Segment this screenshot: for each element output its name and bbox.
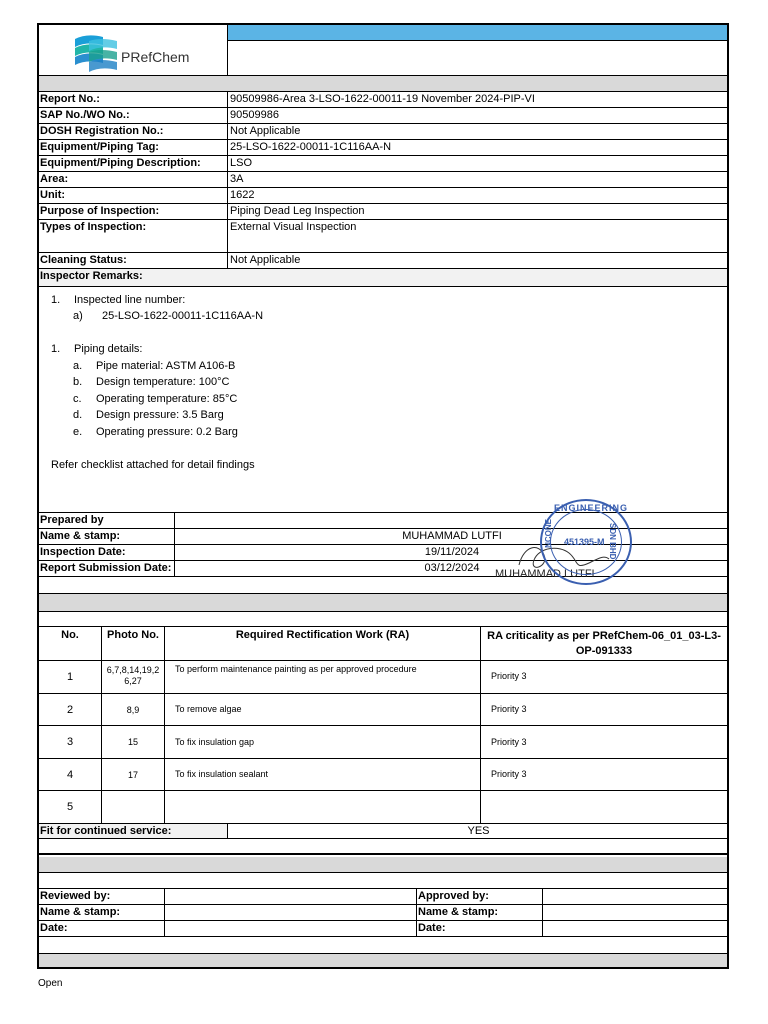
detail-letter: a.	[73, 360, 83, 372]
stamp-number: 451395-M	[564, 537, 605, 547]
approve-name-label: Name & stamp:	[417, 905, 543, 920]
blank-row	[39, 873, 727, 889]
col-criticality-line-2: OP-091333	[575, 645, 633, 657]
remark-refer: Refer checklist attached for detail findings	[51, 459, 255, 471]
header-row	[39, 25, 727, 76]
gray-separator	[39, 857, 727, 873]
row-work: To remove algae	[165, 694, 481, 725]
row-priority: Priority 3	[491, 769, 527, 779]
fit-value: YES	[467, 825, 490, 837]
review-name-value	[165, 905, 417, 920]
row-priority: Priority 3	[491, 671, 527, 681]
stamp-left-text: NCONE	[544, 519, 553, 548]
col-photo-no: Photo No.	[102, 627, 165, 660]
blank-row	[39, 612, 727, 627]
blank-row	[39, 839, 727, 855]
detail-text: Pipe material: ASTM A106-B	[96, 360, 236, 372]
row-work: To fix insulation sealant	[165, 759, 481, 790]
purpose-row	[39, 204, 727, 220]
row-photo	[102, 661, 165, 693]
blank-row	[39, 937, 727, 954]
remark-item-2: Piping details:	[74, 343, 143, 355]
remarks-label: Inspector Remarks:	[40, 270, 143, 282]
row-photo-line-1: 6,7,8,14,19,2	[106, 665, 160, 675]
tag-row	[39, 140, 727, 156]
row-no: 1	[39, 661, 102, 693]
reviewed-label: Reviewed by:	[39, 889, 165, 904]
prefchem-logo-icon	[73, 31, 121, 73]
sap-no-label: SAP No./WO No.:	[39, 108, 228, 123]
signature-name: MUHAMMAD LUTFI	[495, 568, 595, 580]
col-criticality-line-1: RA criticality as per PRefChem-06_01_03-L3-	[487, 630, 721, 642]
detail-letter: e.	[73, 426, 83, 438]
report-no-label: Report No.:	[39, 92, 228, 107]
report-no-row	[39, 92, 727, 108]
col-required-work: Required Rectification Work (RA)	[165, 627, 481, 660]
report-no-value: 90509986-Area 3-LSO-1622-00011-19 November 2024-PIP-VI	[230, 93, 535, 105]
row-photo: 17	[102, 759, 165, 790]
row-photo	[102, 791, 165, 823]
description-value: LSO	[230, 157, 253, 169]
types-label: Types of Inspection:	[39, 220, 228, 252]
logo-cell	[39, 25, 228, 75]
cleaning-value: Not Applicable	[230, 254, 301, 266]
dosh-row	[39, 124, 727, 140]
cleaning-label: Cleaning Status:	[39, 253, 228, 268]
detail-letter: c.	[73, 393, 82, 405]
prepared-name-label: Name & stamp:	[39, 529, 175, 544]
table-row	[39, 661, 727, 694]
review-date-value	[165, 921, 417, 936]
table-row	[39, 759, 727, 791]
purpose-label: Purpose of Inspection:	[39, 204, 228, 219]
description-row	[39, 156, 727, 172]
header-blue-bar	[228, 25, 727, 41]
stamp-top-text: ENGINEERING	[554, 503, 629, 513]
gray-separator	[39, 954, 727, 967]
remark-item-1a-letter: a)	[73, 310, 83, 322]
unit-label: Unit:	[39, 188, 228, 203]
submission-date-label: Report Submission Date:	[39, 561, 175, 576]
purpose-value: Piping Dead Leg Inspection	[230, 205, 365, 217]
detail-text: Operating pressure: 0.2 Barg	[96, 426, 238, 438]
unit-value: 1622	[230, 189, 255, 201]
stamp-side-text: SDN BHD	[608, 523, 617, 560]
remark-item-1: Inspected line number:	[74, 294, 186, 306]
detail-text: Design temperature: 100°C	[96, 376, 230, 388]
types-row	[39, 220, 727, 253]
approved-label: Approved by:	[417, 889, 543, 904]
dosh-label: DOSH Registration No.:	[39, 124, 228, 139]
area-value: 3A	[230, 173, 244, 185]
row-no: 5	[39, 791, 102, 823]
gray-separator	[39, 594, 727, 612]
fit-for-service-row	[39, 824, 727, 839]
gray-separator	[39, 76, 727, 92]
reviewed-value	[165, 889, 417, 904]
prepared-name-value: MUHAMMAD LUTFI	[402, 530, 502, 542]
row-no: 4	[39, 759, 102, 790]
remark-item-1a: 25-LSO-1622-00011-1C116AA-N	[102, 310, 264, 322]
area-row	[39, 172, 727, 188]
blank-row	[39, 577, 727, 594]
col-criticality	[481, 627, 727, 659]
area-label: Area:	[39, 172, 228, 187]
row-photo: 15	[102, 726, 165, 758]
logo-text: PRefChem	[121, 49, 190, 65]
submission-date-value: 03/12/2024	[424, 562, 480, 574]
remarks-header-row	[39, 269, 727, 287]
detail-letter: b.	[73, 376, 83, 388]
detail-text: Design pressure: 3.5 Barg	[96, 409, 224, 421]
cleaning-row	[39, 253, 727, 269]
row-photo: 8,9	[102, 694, 165, 725]
detail-letter: d.	[73, 409, 83, 421]
review-date-row	[39, 921, 727, 937]
reviewed-row	[39, 889, 727, 905]
unit-row	[39, 188, 727, 204]
review-date-label: Date:	[39, 921, 165, 936]
sap-no-row	[39, 108, 727, 124]
inspection-date-label: Inspection Date:	[39, 545, 175, 560]
company-stamp	[540, 499, 632, 585]
remark-number-1: 1.	[51, 294, 61, 306]
dosh-value: Not Applicable	[230, 125, 301, 137]
types-value: External Visual Inspection	[230, 221, 357, 233]
description-label: Equipment/Piping Description:	[39, 156, 228, 171]
table-row	[39, 726, 727, 759]
table-row	[39, 694, 727, 726]
row-priority: Priority 3	[491, 704, 527, 714]
row-work: To fix insulation gap	[165, 726, 481, 758]
remark-number-2: 1.	[51, 343, 61, 355]
ra-table-header	[39, 627, 727, 661]
table-row	[39, 791, 727, 824]
sap-no-value: 90509986	[230, 109, 279, 121]
row-work: To perform maintenance painting as per approved procedure	[165, 661, 481, 693]
fit-label: Fit for continued service:	[39, 824, 228, 838]
row-no: 3	[39, 726, 102, 758]
col-no: No.	[39, 627, 102, 660]
row-no: 2	[39, 694, 102, 725]
review-name-label: Name & stamp:	[39, 905, 165, 920]
row-priority: Priority 3	[491, 737, 527, 747]
row-work	[165, 791, 481, 823]
prepared-by-label: Prepared by	[39, 513, 175, 528]
row-photo-line-2: 6,27	[124, 676, 142, 686]
tag-value: 25-LSO-1622-00011-1C116AA-N	[230, 141, 392, 153]
approve-date-label: Date:	[417, 921, 543, 936]
inspection-report-sheet	[37, 23, 729, 969]
footer-classification: Open	[38, 978, 63, 989]
review-name-row	[39, 905, 727, 921]
detail-text: Operating temperature: 85°C	[96, 393, 238, 405]
tag-label: Equipment/Piping Tag:	[39, 140, 228, 155]
inspector-remarks-body	[39, 287, 727, 513]
inspection-date-value: 19/11/2024	[424, 546, 480, 558]
